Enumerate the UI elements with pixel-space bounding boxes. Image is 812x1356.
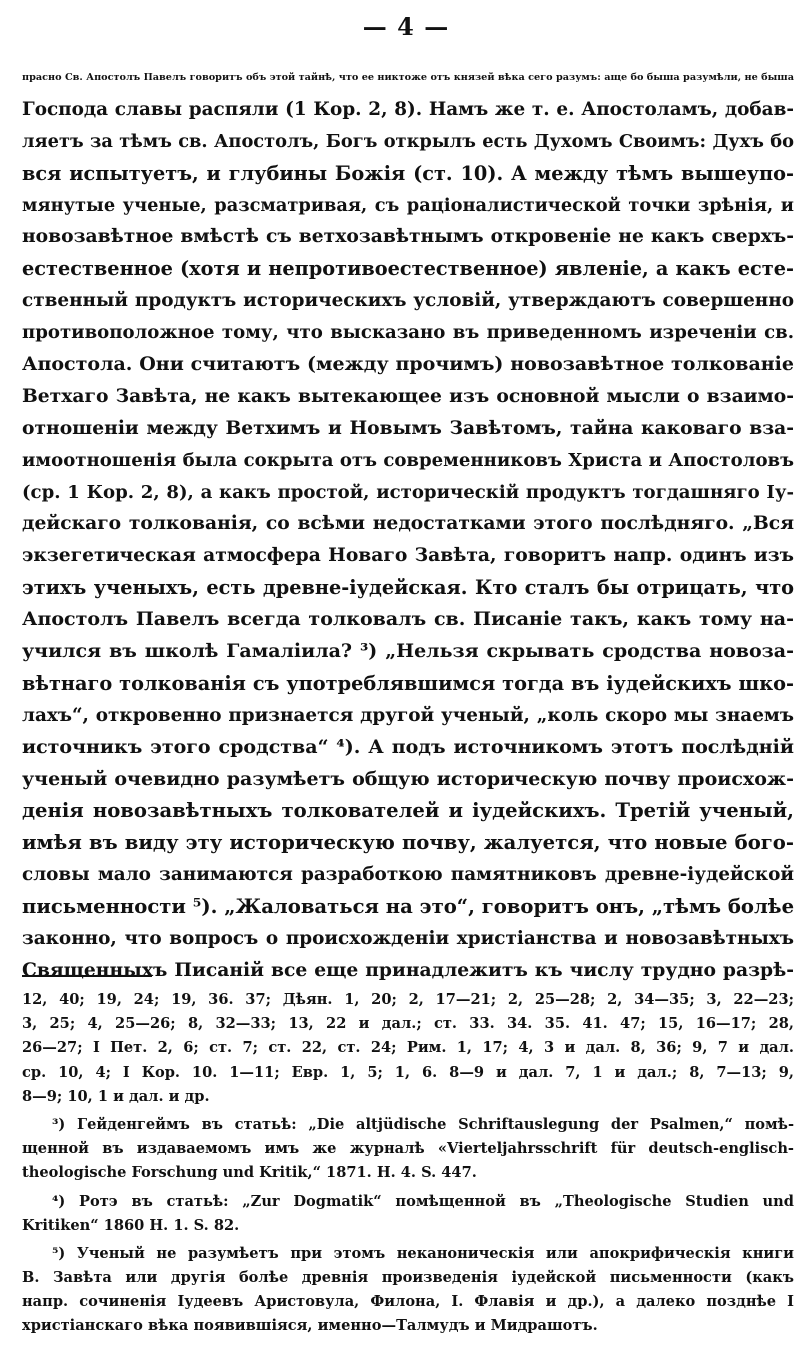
body-line: Апостола. Они считаютъ (между прочимъ) новозавѣтное толкованіе bbox=[22, 353, 794, 376]
body-line: мянутые ученые, разсматривая, съ раціоналистической точки зрѣнія, и bbox=[22, 194, 794, 216]
body-line: (ср. 1 Кор. 2, 8), а какъ простой, историческій продуктъ тогдашняго Іу- bbox=[22, 481, 794, 503]
body-line: экзегетическая атмосфера Новаго Завѣта, говоритъ напр. одинъ изъ bbox=[22, 544, 794, 567]
body-line: ственный продуктъ историческихъ условій, утверждаютъ совершенно bbox=[22, 290, 794, 312]
body-line: ученый очевидно разумѣетъ общую историческую почву происхож- bbox=[22, 767, 794, 790]
footnote-continuation-line: 26—27; I Пет. 2, 6; ст. 7; ст. 22, ст. 24; Рим. 1, 17; 4, 3 и дал. 8, 36; 9, 7 и дал. bbox=[22, 1039, 794, 1057]
body-line: словы мало занимаются разработкою памятниковъ древне-іудейской bbox=[22, 864, 794, 886]
main-text bbox=[22, 62, 794, 987]
body-line: имѣя въ виду эту историческую почву, жалуется, что новые бого- bbox=[22, 831, 794, 855]
body-line: источникъ этого сродства“ ⁴). А подъ источникомъ этотъ послѣдній bbox=[22, 735, 794, 758]
footnote-4-line: ⁴) Ротэ въ статьѣ: „Zur Dogmatik“ помѣщенной въ „Theologische Studien und bbox=[52, 1192, 794, 1210]
body-line: лахъ“, откровенно признается другой ученый, „коль скоро мы знаемъ bbox=[22, 704, 794, 726]
body-line: письменности ⁵). „Жаловаться на это“, говоритъ онъ, „тѣмъ болѣе bbox=[22, 895, 795, 919]
footnote-5-line: напр. сочиненія Іудеевъ Аристовула, Филона, І. Флавія и др.), а далеко позднѣе I bbox=[22, 1293, 794, 1311]
body-line: новозавѣтное вмѣстѣ съ ветхозавѣтнымъ откровеніе не какъ сверхъ- bbox=[22, 225, 794, 248]
footnote-5-line: христіанскаго вѣка появившіяся, именно—Талмудъ и Мидрашотъ. bbox=[22, 1317, 598, 1335]
footnote-separator bbox=[22, 975, 152, 977]
footnote-continuation-line: 8—9; 10, 1 и дал. и др. bbox=[22, 1087, 210, 1105]
body-line: ляетъ за тѣмъ св. Апостолъ, Богъ открылъ есть Духомъ Своимъ: Духъ бо bbox=[22, 130, 794, 152]
body-line: дейскаго толкованія, со всѣми недостатками этого послѣдняго. „Вся bbox=[22, 512, 794, 535]
body-line: денія новозавѣтныхъ толкователей и іудейскихъ. Третій ученый, bbox=[22, 799, 794, 823]
footnote-continuation-line: 3, 25; 4, 25—26; 8, 32—33; 13, 22 и дал.; ст. 33. 34. 35. 41. 47; 15, 16—17; 28, bbox=[22, 1015, 794, 1033]
body-line: естественное (хотя и непротивоестественное) явленіе, а какъ есте- bbox=[22, 257, 794, 281]
body-line: Апостолъ Павелъ всегда толковалъ св. Писаніе такъ, какъ тому на- bbox=[22, 608, 794, 631]
body-line: вѣтнаго толкованія съ употреблявшимся тогда въ іудейскихъ шко- bbox=[22, 671, 794, 695]
footnote-3-line: ³) Гейденгеймъ въ статьѣ: „Die altjüdische Schriftauslegung der Psalmen,“ помѣ- bbox=[52, 1115, 794, 1133]
body-line: противоположное тому, что высказано въ приведенномъ изреченіи св. bbox=[22, 322, 794, 344]
footnote-3-line: щенной въ издаваемомъ имъ же журналѣ «Vierteljahrsschrift für deutsch-englisch- bbox=[22, 1140, 794, 1158]
footnote-continuation-line: ср. 10, 4; I Кор. 10. 1—11; Евр. 1, 5; 1, 6. 8—9 и дал. 7, 1 и дал.; 8, 7—13; 9, bbox=[22, 1063, 794, 1081]
footnote-3-line: theologische Forschung und Kritik,“ 1871. H. 4. S. 447. bbox=[22, 1164, 477, 1182]
body-line: Священныхъ Писаній все еще принадлежитъ къ числу трудно разрѣ- bbox=[22, 958, 794, 981]
body-line: законно, что вопросъ о происхожденіи христіанства и новозавѣтныхъ bbox=[22, 928, 794, 950]
page-number: — 4 — bbox=[362, 12, 450, 41]
body-line: Ветхаго Завѣта, не какъ вытекающее изъ основной мысли о взаимо- bbox=[22, 384, 794, 407]
footnote-5-line: ⁵) Ученый не разумѣетъ при этомъ неканоническія или апокрифическія книги bbox=[52, 1244, 794, 1262]
footnote-5-line: В. Завѣта или другія болѣе древнія произведенія іудейской письменности (какъ bbox=[22, 1269, 794, 1287]
body-line: имоотношенія была сокрыта отъ современниковъ Христа и Апостоловъ bbox=[22, 449, 794, 471]
body-line: учился въ школѣ Гамаліила? ³) „Нельзя скрывать сродства новоза- bbox=[22, 640, 794, 663]
body-line: прасно Св. Апостолъ Павелъ говоритъ объ этой тайнѣ, что ее никтоже отъ князей вѣка сего разумъ: аще бо быша разумѣли, не быша bbox=[22, 72, 794, 83]
body-line: отношеніи между Ветхимъ и Новымъ Завѣтомъ, тайна каковаго вза- bbox=[22, 416, 794, 439]
footnote-4-line: Kritiken“ 1860 H. 1. S. 82. bbox=[22, 1216, 240, 1234]
body-line: вся испытуетъ, и глубины Божія (ст. 10). А между тѣмъ вышеупо- bbox=[22, 161, 794, 185]
body-line: этихъ ученыхъ, есть древне-іудейская. Кто сталъ бы отрицать, что bbox=[22, 576, 794, 600]
footnote-continuation-line: 12, 40; 19, 24; 19, 36. 37; Дѣян. 1, 20; 2, 17—21; 2, 25—28; 2, 34—35; 3, 22—23; bbox=[22, 991, 794, 1008]
footnotes bbox=[22, 988, 794, 1339]
body-line: Господа славы распяли (1 Кор. 2, 8). Намъ же т. е. Апостоламъ, добав- bbox=[22, 98, 794, 120]
